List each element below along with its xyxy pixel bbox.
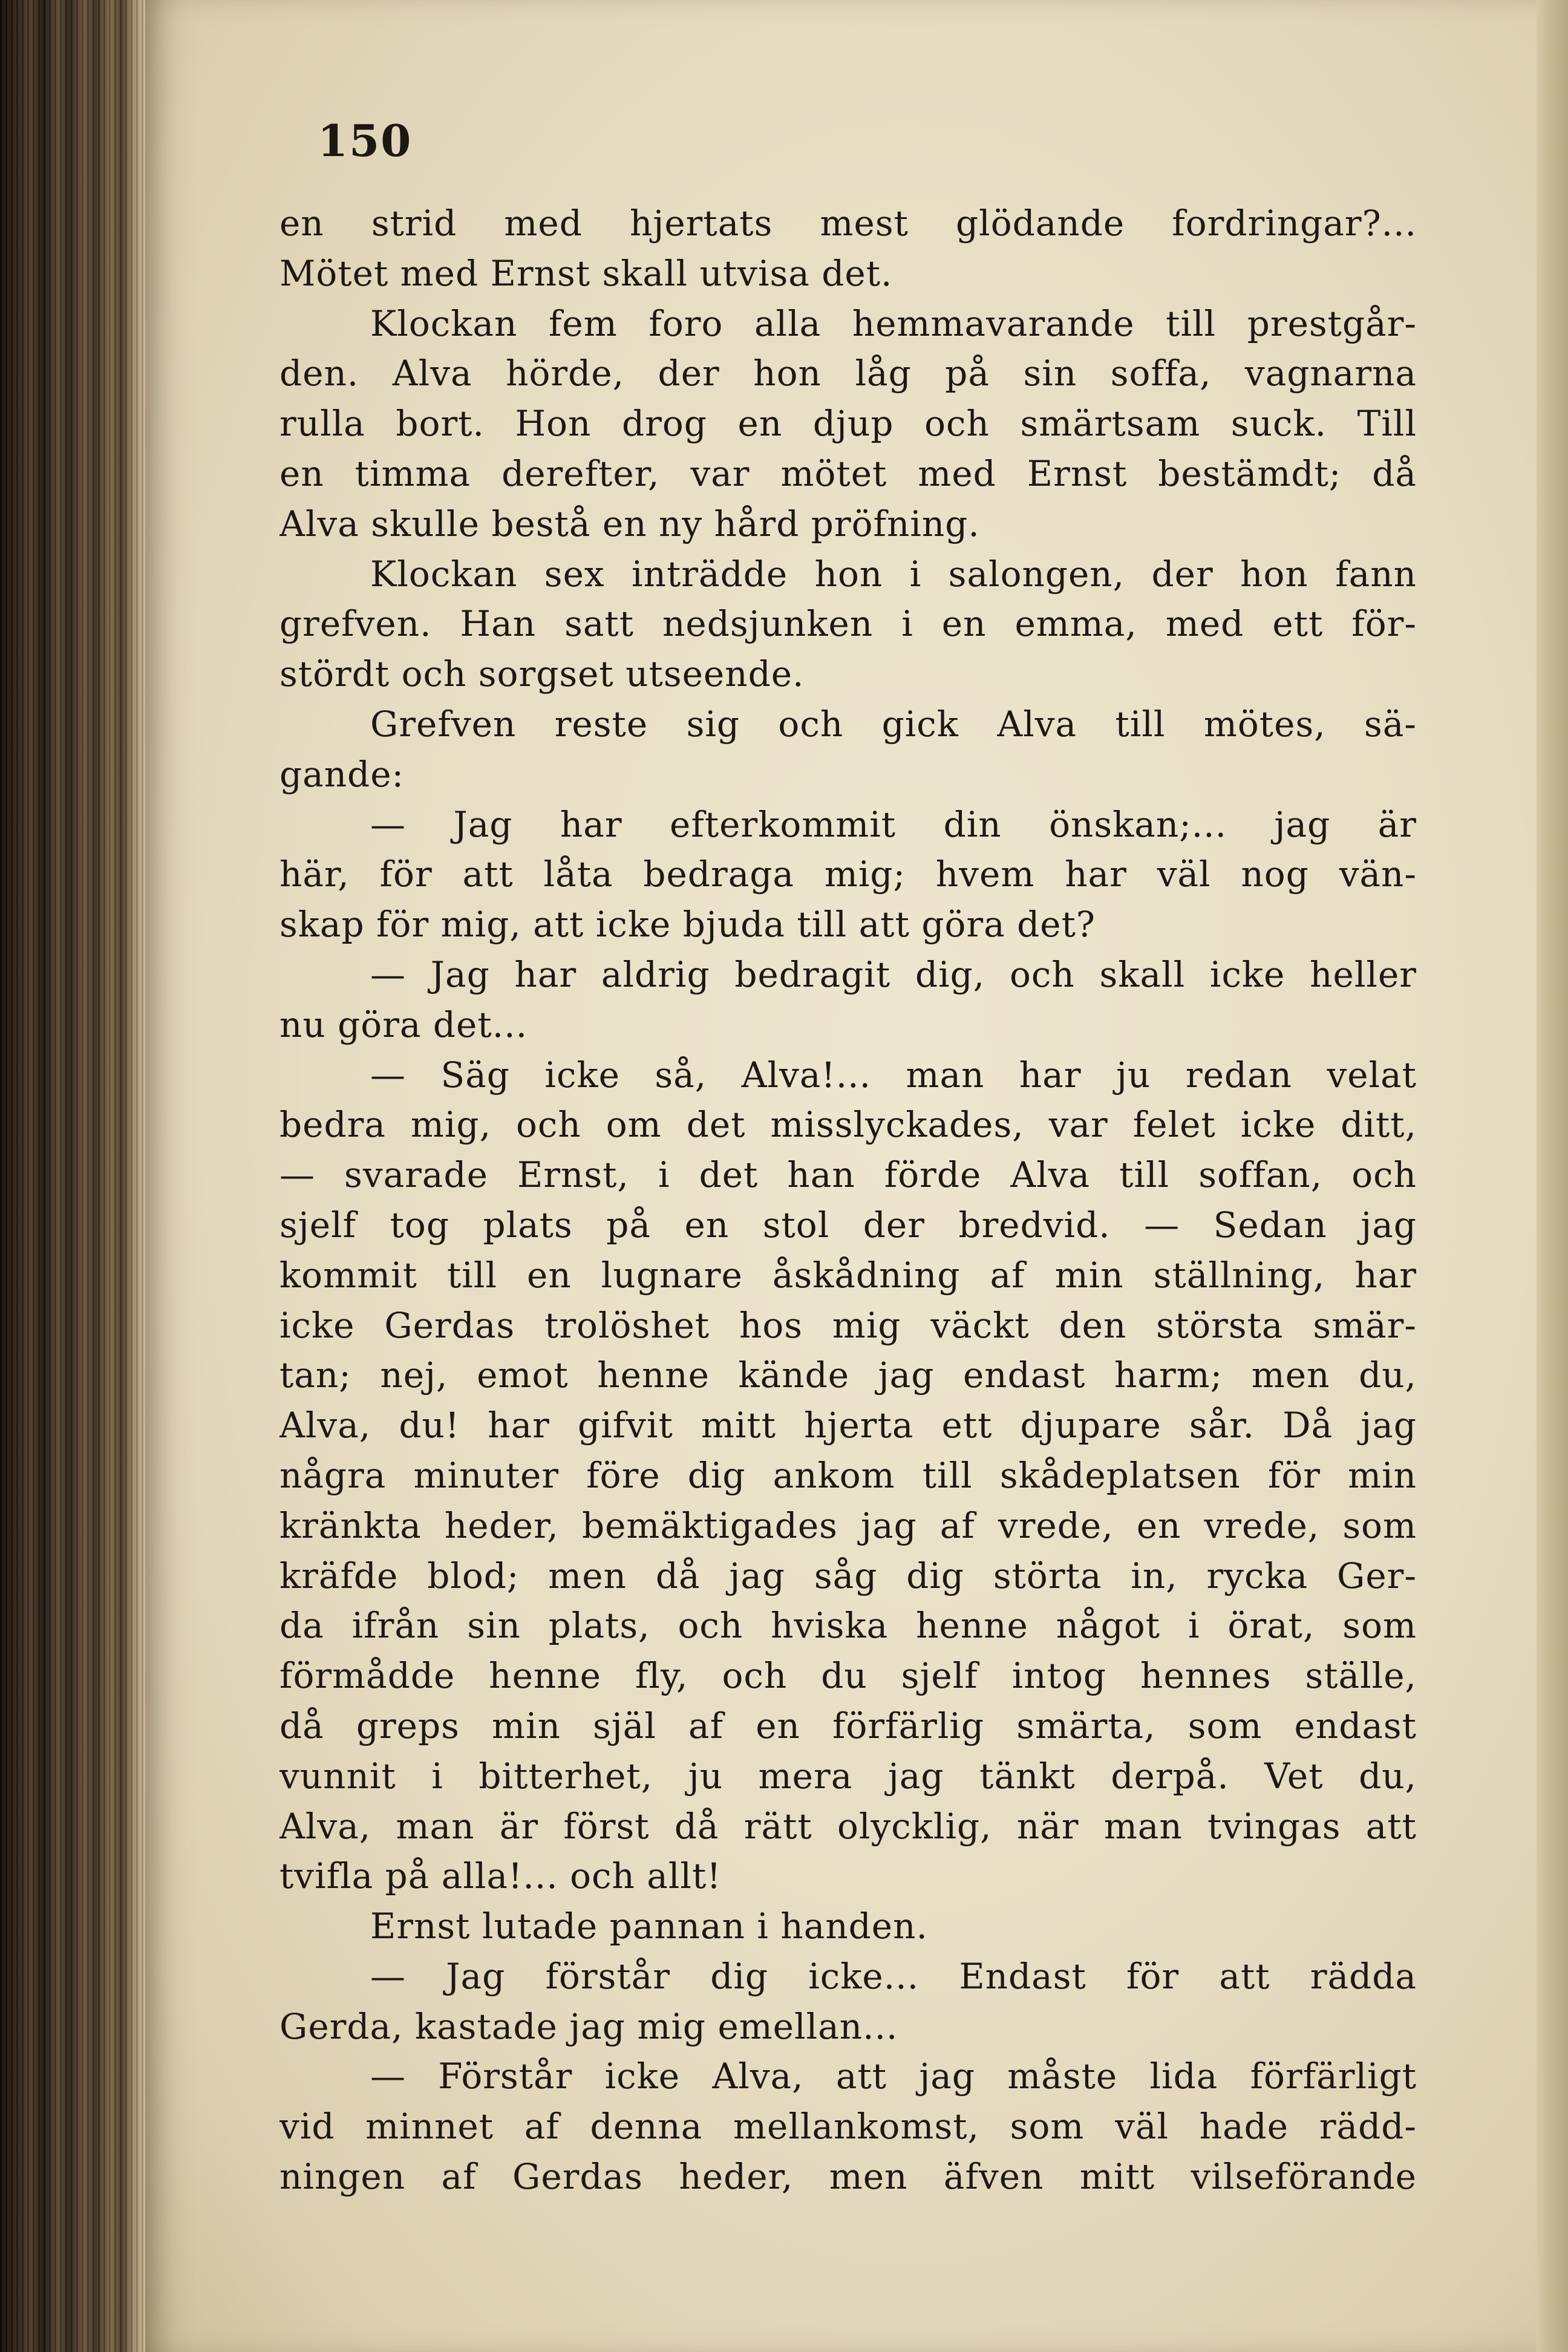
text-line: da ifrån sin plats, och hviska henne något i örat, som [279, 1605, 1417, 1647]
text-line: ningen af Gerdas heder, men äfven mitt vilseförande [279, 2156, 1417, 2198]
text-line: Klockan sex inträdde hon i salongen, der hon fann [370, 553, 1417, 595]
text-line: — Förstår icke Alva, att jag måste lida förfärligt [370, 2056, 1417, 2097]
text-line: Alva, man är först då rätt olycklig, när man tvingas att [279, 1805, 1417, 1847]
page-edge [1537, 0, 1568, 2352]
text-line: då greps min själ af en förfärlig smärta, som endast [279, 1705, 1417, 1746]
text-line: vunnit i bitterhet, ju mera jag tänkt derpå. Vet du, [279, 1755, 1417, 1797]
book-binding-edge [0, 0, 145, 2352]
text-line: Grefven reste sig och gick Alva till mötes, sä- [370, 703, 1417, 745]
text-line: stördt och sorgset utseende. [279, 653, 805, 695]
text-line: Gerda, kastade jag mig emellan... [279, 2005, 898, 2047]
text-line: några minuter före dig ankom till skådeplatsen för min [279, 1454, 1417, 1496]
text-line: icke Gerdas trolöshet hos mig väckt den största smär- [279, 1304, 1417, 1346]
text-line: den. Alva hörde, der hon låg på sin soffa, vagnarna [279, 353, 1417, 394]
text-line: Mötet med Ernst skall utvisa det. [279, 252, 893, 294]
text-line: — Jag har efterkommit din önskan;... jag är [370, 803, 1417, 845]
text-line: en strid med hjertats mest glödande fordringar?... [279, 203, 1417, 244]
text-line: rulla bort. Hon drog en djup och smärtsam suck. Till [279, 403, 1417, 445]
page-number: 150 [318, 115, 413, 166]
text-line: Ernst lutade pannan i handen. [370, 1906, 928, 1947]
text-line: gande: [279, 753, 405, 795]
text-line: Alva skulle bestå en ny hård pröfning. [279, 503, 980, 544]
text-line: — Jag har aldrig bedragit dig, och skall icke heller [370, 953, 1417, 995]
text-line: — Jag förstår dig icke... Endast för att rädda [370, 1955, 1417, 1997]
text-line: vid minnet af denna mellankomst, som väl hade rädd- [279, 2106, 1417, 2148]
text-line: tvifla på alla!... och allt! [279, 1855, 722, 1897]
text-line: nu göra det... [279, 1004, 528, 1045]
text-line: en timma derefter, var mötet med Ernst bestämdt; då [279, 452, 1417, 494]
text-line: skap för mig, att icke bjuda till att göra det? [279, 904, 1096, 946]
text-line: kräfde blod; men då jag såg dig störta in, rycka Ger- [279, 1555, 1417, 1596]
text-line: — svarade Ernst, i det han förde Alva till soffan, och [279, 1154, 1417, 1196]
text-line: kränkta heder, bemäktigades jag af vrede, en vrede, som [279, 1504, 1417, 1546]
body-text [279, 198, 1417, 2202]
text-line: förmådde henne fly, och du sjelf intog hennes ställe, [279, 1655, 1417, 1697]
text-line: sjelf tog plats på en stol der bredvid. — Sedan jag [279, 1204, 1417, 1246]
text-line: bedra mig, och om det misslyckades, var felet icke ditt, [279, 1104, 1417, 1146]
text-line: tan; nej, emot henne kände jag endast harm; men du, [279, 1354, 1417, 1396]
text-line: — Säg icke så, Alva!... man har ju redan velat [370, 1054, 1417, 1096]
text-line: Alva, du! har gifvit mitt hjerta ett djupare sår. Då jag [279, 1405, 1417, 1446]
text-line: Klockan fem foro alla hemmavarande till prestgår- [370, 302, 1417, 344]
text-line: här, för att låta bedraga mig; hvem har väl nog vän- [279, 854, 1417, 895]
text-line: kommit till en lugnare åskådning af min ställning, har [279, 1254, 1417, 1296]
text-line: grefven. Han satt nedsjunken i en emma, med ett för- [279, 603, 1417, 645]
